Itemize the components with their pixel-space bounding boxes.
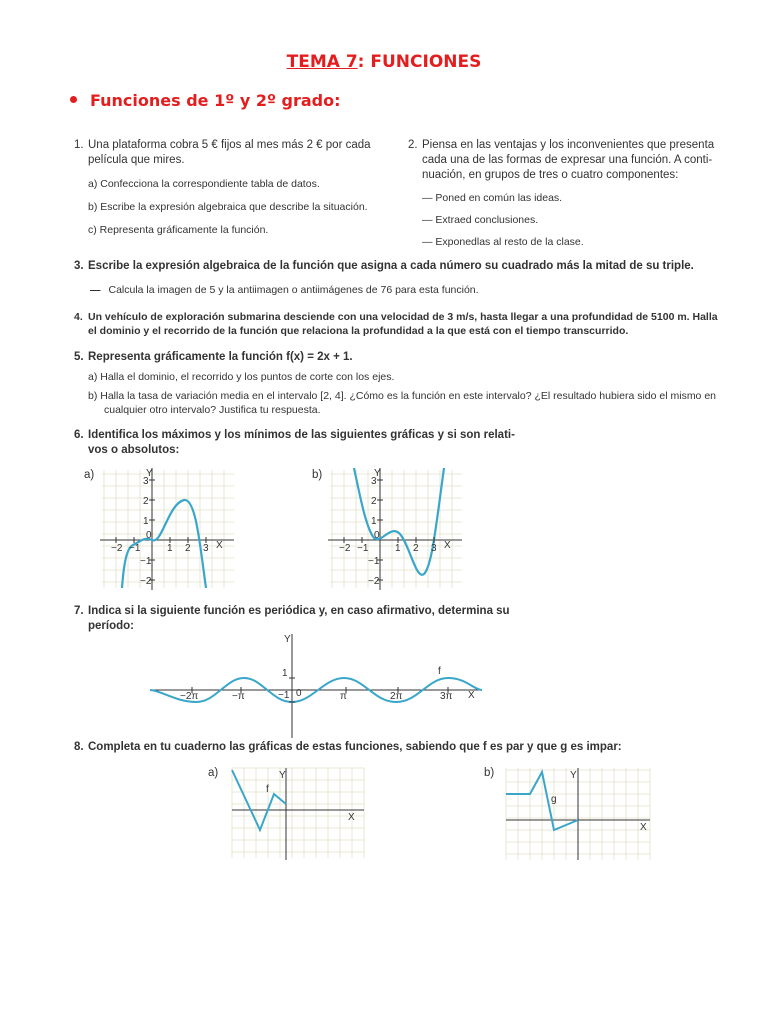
- exercise-number: 8.: [74, 741, 84, 753]
- exercise-number: 5.: [74, 351, 84, 363]
- y-tick-label: 1: [143, 516, 149, 527]
- graph-8a: [230, 766, 366, 860]
- exercise-3: [74, 259, 734, 274]
- exercise-text: el dominio y el recorrido de la función que relaciona la profundidad a la que está con el tiempo transcurrido.: [88, 325, 629, 337]
- axis-y-label: Y: [146, 468, 153, 479]
- graph-6b-label: b): [312, 469, 323, 481]
- function-name-label: f: [266, 784, 269, 795]
- axis-x-label: X: [348, 812, 355, 823]
- x-tick-label: 3π: [440, 691, 453, 702]
- x-tick-label: −1: [357, 543, 369, 554]
- exercise-text: Representa gráficamente la función f(x) = 2x + 1.: [88, 351, 353, 363]
- exercise-text: Escribe la expresión algebraica de la función que asigna a cada número su cuadrado más la mitad de su triple.: [88, 260, 694, 272]
- axis-y-label: Y: [570, 770, 577, 781]
- exercise-item: — Extraed conclusiones.: [422, 214, 539, 226]
- graph-8b-label: b): [484, 767, 495, 779]
- exercise-text: Completa en tu cuaderno las gráficas de estas funciones, sabiendo que f es par y que g es impar:: [88, 741, 622, 753]
- exercise-text: vos o absolutos:: [88, 444, 180, 456]
- exercise-item: c) Representa gráficamente la función.: [88, 224, 269, 236]
- axis-y-label: Y: [284, 634, 291, 645]
- axis-x-label: X: [444, 540, 451, 551]
- exercise-item: Calcula la imagen de 5 y la antiimagen o antiimágenes de 76 para esta función.: [108, 284, 479, 296]
- x-tick-label: 1: [395, 543, 401, 554]
- origin-label: 0: [374, 530, 380, 541]
- exercise-text: cada una de las formas de expresar una función. A conti-: [422, 154, 713, 166]
- exercise-4: [74, 310, 746, 338]
- exercise-item: cualquier otro intervalo? Justifica tu respuesta.: [104, 404, 321, 416]
- exercise-3-sub: [90, 283, 730, 297]
- y-tick-label: −1: [368, 556, 380, 567]
- exercise-number: 1.: [74, 139, 84, 151]
- exercise-number: 6.: [74, 429, 84, 441]
- exercise-item: — Poned en común las ideas.: [422, 192, 563, 204]
- exercise-text: período:: [88, 620, 134, 632]
- exercise-number: 4.: [74, 311, 83, 323]
- section-heading-text: Funciones de 1º y 2º grado:: [90, 91, 341, 110]
- x-tick-label: −2: [339, 543, 351, 554]
- exercise-text: película que mires.: [88, 154, 185, 166]
- page-title: [0, 52, 768, 72]
- x-tick-label: −2: [111, 543, 123, 554]
- exercise-item: a) Halla el dominio, el recorrido y los puntos de corte con los ejes.: [88, 371, 395, 383]
- origin-label: 0: [296, 688, 302, 699]
- graph-8a-label: a): [208, 767, 219, 779]
- axis-x-label: X: [640, 822, 647, 833]
- exercise-number: 7.: [74, 605, 84, 617]
- x-tick-label: 2: [185, 543, 191, 554]
- graph-6a-label: a): [84, 469, 95, 481]
- y-tick-label: 3: [371, 476, 377, 487]
- axis-y-label: Y: [374, 468, 381, 479]
- x-tick-label: 3: [431, 543, 437, 554]
- y-tick-label: −2: [140, 576, 152, 587]
- exercise-text: Piensa en las ventajas y los inconvenientes que presenta: [422, 139, 715, 151]
- function-curve: [232, 770, 286, 830]
- exercise-5: [74, 350, 746, 417]
- graph-7: [148, 630, 484, 740]
- y-tick-label: 2: [143, 496, 149, 507]
- x-tick-label: −π: [232, 691, 245, 702]
- title-rest: : FUNCIONES: [357, 52, 482, 72]
- dash-icon: —: [90, 284, 101, 296]
- x-tick-label: 1: [167, 543, 173, 554]
- exercise-text: Identifica los máximos y los mínimos de las siguientes gráficas y si son relati-: [88, 429, 515, 441]
- y-tick-label: 1: [371, 516, 377, 527]
- section-heading: [70, 91, 341, 110]
- function-name-label: g: [551, 794, 557, 805]
- y-tick-label: 3: [143, 476, 149, 487]
- exercise-2: [408, 138, 738, 249]
- exercise-text: Un vehículo de exploración submarina desciende con una velocidad de 3 m/s, hasta llegar a una profundidad de 5100 m. Halla: [88, 311, 718, 323]
- exercise-text: Indica si la siguiente función es periódica y, en caso afirmativo, determina su: [88, 605, 510, 617]
- y-tick-label: 2: [371, 496, 377, 507]
- grid: [102, 470, 234, 588]
- exercise-item: b) Halla la tasa de variación media en el intervalo [2, 4]. ¿Cómo es la función en este intervalo? ¿El resultado hubiera sido el mismo en: [88, 390, 716, 402]
- exercise-text: nuación, en grupos de tres o cuatro componentes:: [422, 169, 679, 181]
- y-tick-label: −1: [278, 690, 290, 701]
- y-tick-label: 1: [282, 668, 288, 679]
- exercise-item: a) Confecciona la correspondiente tabla de datos.: [88, 178, 320, 190]
- y-tick-label: −2: [368, 576, 380, 587]
- graph-6b: [328, 466, 464, 590]
- graph-8b: [504, 766, 652, 862]
- exercise-item: b) Escribe la expresión algebraica que describe la situación.: [88, 201, 368, 213]
- axis-y-label: Y: [279, 770, 286, 781]
- exercise-1: [74, 138, 394, 237]
- exercise-item: — Exponedlas al resto de la clase.: [422, 236, 584, 248]
- x-tick-label: π: [340, 691, 347, 702]
- x-tick-label: −2π: [180, 691, 199, 702]
- title-main: TEMA 7: [286, 52, 358, 72]
- y-tick-label: −1: [140, 556, 152, 567]
- x-tick-label: 2π: [390, 691, 403, 702]
- x-tick-label: 2: [413, 543, 419, 554]
- function-name-label: f: [438, 666, 441, 677]
- axis-x-label: X: [468, 690, 475, 701]
- exercise-number: 2.: [408, 139, 418, 151]
- x-tick-label: −1: [129, 543, 141, 554]
- bullet-icon: [70, 96, 77, 103]
- x-tick-label: 3: [203, 543, 209, 554]
- graph-6a: [100, 466, 236, 590]
- axis-x-label: X: [216, 540, 223, 551]
- exercise-number: 3.: [74, 260, 84, 272]
- exercise-6: [74, 428, 544, 458]
- exercise-8: [74, 740, 746, 755]
- origin-label: 0: [146, 530, 152, 541]
- exercise-text: Una plataforma cobra 5 € fijos al mes más 2 € por cada: [88, 139, 371, 151]
